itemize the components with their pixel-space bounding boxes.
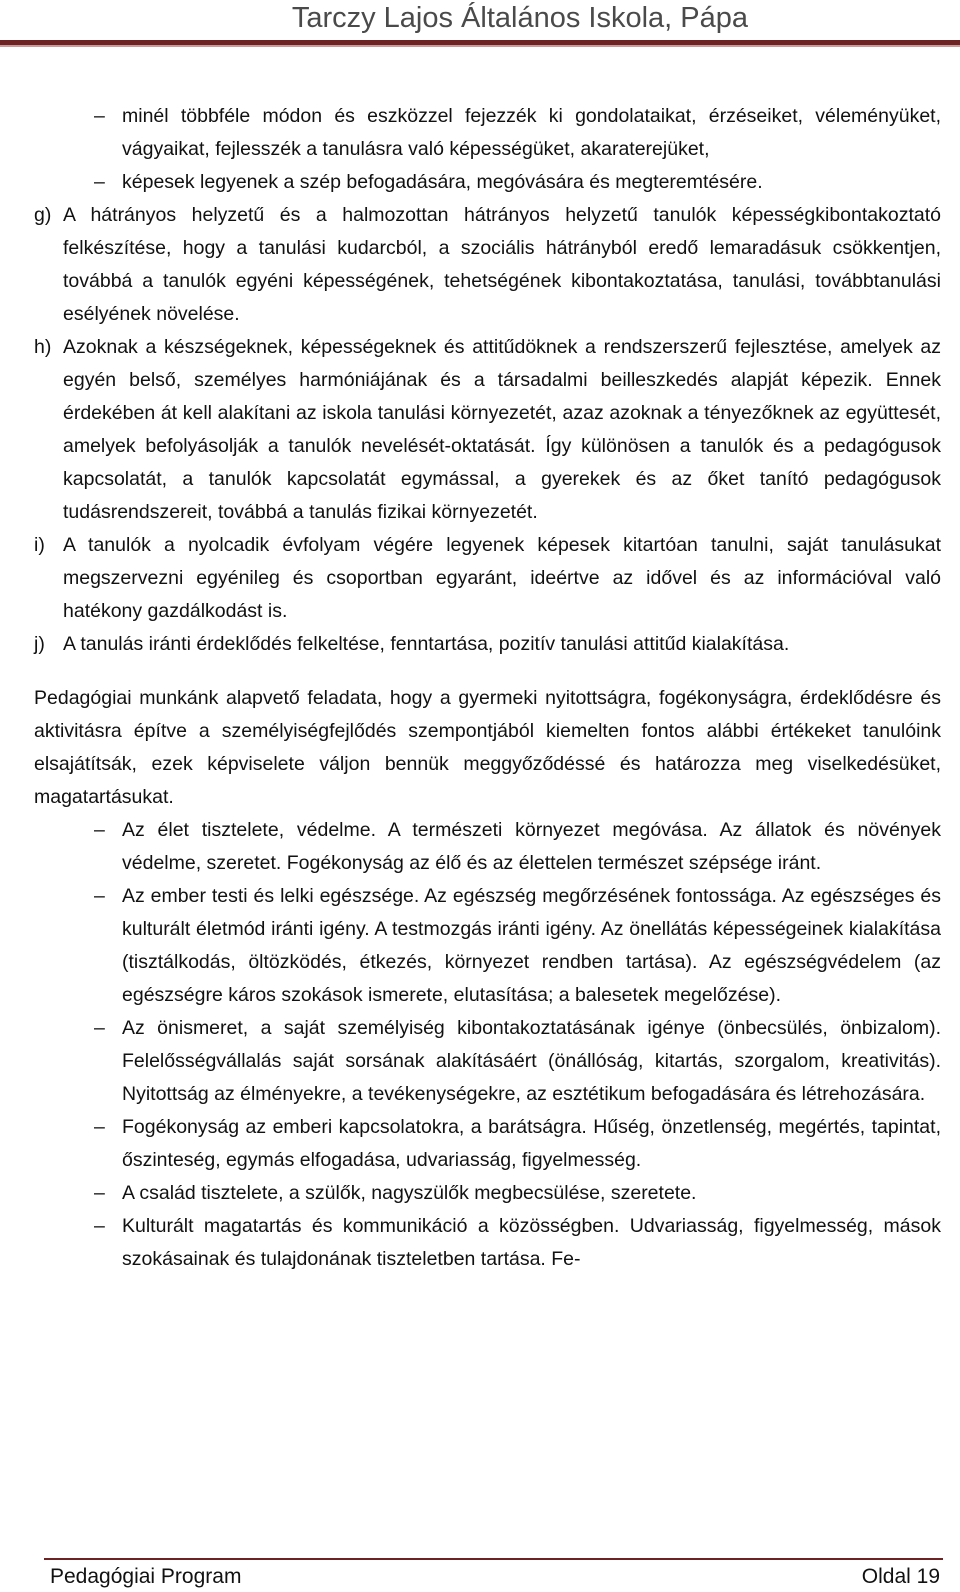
dash-bullet: –	[94, 819, 105, 841]
dash-bullet: –	[94, 171, 105, 193]
page-header-title: Tarczy Lajos Általános Iskola, Pápa	[291, 2, 748, 34]
dash-bullet: –	[94, 1017, 105, 1039]
list-item	[34, 199, 941, 331]
list-item-text: A család tisztelete, a szülők, nagyszülők megbecsülése, szeretete.	[122, 1182, 697, 1204]
list-item	[34, 529, 941, 628]
page-content	[34, 100, 941, 1276]
body-paragraph: Pedagógiai munkánk alapvető feladata, hogy a gyermeki nyitottságra, fogékonyságra, érdeklődésre és aktivitásra építve a személyiségfejlődés szempontjából kiemelten fontos alábbi értékeket tanulóink elsajátítsák, ezek képviselete váljon bennük meggyőződéssé és határozza meg viselkedésüket, magatartásukat.	[34, 687, 941, 808]
list-item-text: Azoknak a készségeknek, képességeknek és attitűdöknek a rendszerszerű fejlesztése, amelyek az egyén belső, személyes harmóniájának és a társadalmi beilleszkedés alapját képezik. Ennek érdekében át kell alakítani az iskola tanulási környezetét, azaz azoknak a tényezőknek az együttesét, amelyek befolyásolják a tanulók nevelését-oktatását. Így különösen a tanulók és a pedagógusok kapcsolatát, a tanulók kapcsolatát egymással, a gyerekek és az őket tanító pedagógusok tudásrendszereit, továbbá a tanulás fizikai környezetét.	[63, 336, 941, 523]
list-item	[34, 1210, 941, 1276]
dash-bullet: –	[94, 885, 105, 907]
list-item	[34, 628, 941, 661]
list-item-text: Kulturált magatartás és kommunikáció a közösségben. Udvariasság, figyelmesség, mások szokásainak és tulajdonának tiszteletben tartása. Fe-	[122, 1215, 941, 1270]
list-letter: i)	[34, 534, 45, 556]
list-item-text: Az élet tisztelete, védelme. A természeti környezet megóvása. Az állatok és növények védelme, szeretet. Fogékonyság az élő és az élettelen természet szépsége iránt.	[122, 819, 941, 874]
paragraph-gap	[34, 661, 941, 682]
dash-bullet: –	[94, 1182, 105, 1204]
list-letter: j)	[34, 633, 45, 655]
list-item-text: A tanulás iránti érdeklődés felkeltése, fenntartása, pozitív tanulási attitűd kialakítása.	[63, 633, 790, 655]
footer-rule	[44, 1558, 943, 1560]
list-item	[34, 166, 941, 199]
list-item-text: A tanulók a nyolcadik évfolyam végére legyenek képesek kitartóan tanulni, saját tanulásukat megszervezni egyénileg és csoportban egyaránt, ideértve az idővel és az információval való hatékony gazdálkodást is.	[63, 534, 941, 622]
header-rule	[0, 40, 960, 45]
list-item-text: Fogékonyság az emberi kapcsolatokra, a barátságra. Hűség, önzetlenség, megértés, tapintat, őszinteség, egymás elfogadása, udvariasság, figyelmesség.	[122, 1116, 941, 1171]
list-item	[34, 814, 941, 880]
list-item-text: Az önismeret, a saját személyiség kibontakoztatásának igénye (önbecsülés, önbizalom). Felelősségvállalás saját sorsának alakításáért (önállóság, kitartás, szorgalom, kreativitás). Nyitottság az élményekre, a tevékenységekre, az esztétikum befogadására és létrehozására.	[122, 1017, 941, 1105]
page-header	[0, 0, 960, 46]
list-item-text: minél többféle módon és eszközzel fejezzék ki gondolataikat, érzéseiket, véleményüket, vágyaikat, fejlesszék a tanulásra való képességüket, akaraterejüket,	[122, 105, 941, 160]
list-item	[34, 1177, 941, 1210]
list-letter: g)	[34, 204, 52, 226]
list-item	[34, 880, 941, 1012]
footer-page-number: Oldal 19	[861, 1565, 940, 1588]
list-item	[34, 100, 941, 166]
list-item	[34, 1012, 941, 1111]
list-item-text: A hátrányos helyzetű és a halmozottan hátrányos helyzetű tanulók képességkibontakoztató felkészítése, hogy a tanulási kudarcból, a szociális hátrányból eredő lemaradásuk csökkentjen, továbbá a tanulók egyéni képességének, tehetségének kibontakoztatása, tanulási, továbbtanulási esélyének növelése.	[63, 204, 941, 325]
dash-bullet: –	[94, 1215, 105, 1237]
list-item-text: képesek legyenek a szép befogadására, megóvására és megteremtésére.	[122, 171, 763, 193]
list-item-text: Az ember testi és lelki egészsége. Az egészség megőrzésének fontossága. Az egészséges és kulturált életmód iránti igény. A testmozgás iránti igény. Az önellátás képességeinek kialakítása (tisztálkodás, öltözködés, étkezés, környezet rendben tartása). Az egészségvédelem (az egészségre káros szokások ismerete, elutasítása; a balesetek megelőzése).	[122, 885, 941, 1006]
dash-bullet: –	[94, 1116, 105, 1138]
dash-bullet: –	[94, 105, 105, 127]
footer-document-title: Pedagógiai Program	[50, 1565, 242, 1588]
list-item	[34, 331, 941, 529]
list-item	[34, 1111, 941, 1177]
page-footer	[44, 1558, 943, 1592]
list-letter: h)	[34, 336, 52, 358]
